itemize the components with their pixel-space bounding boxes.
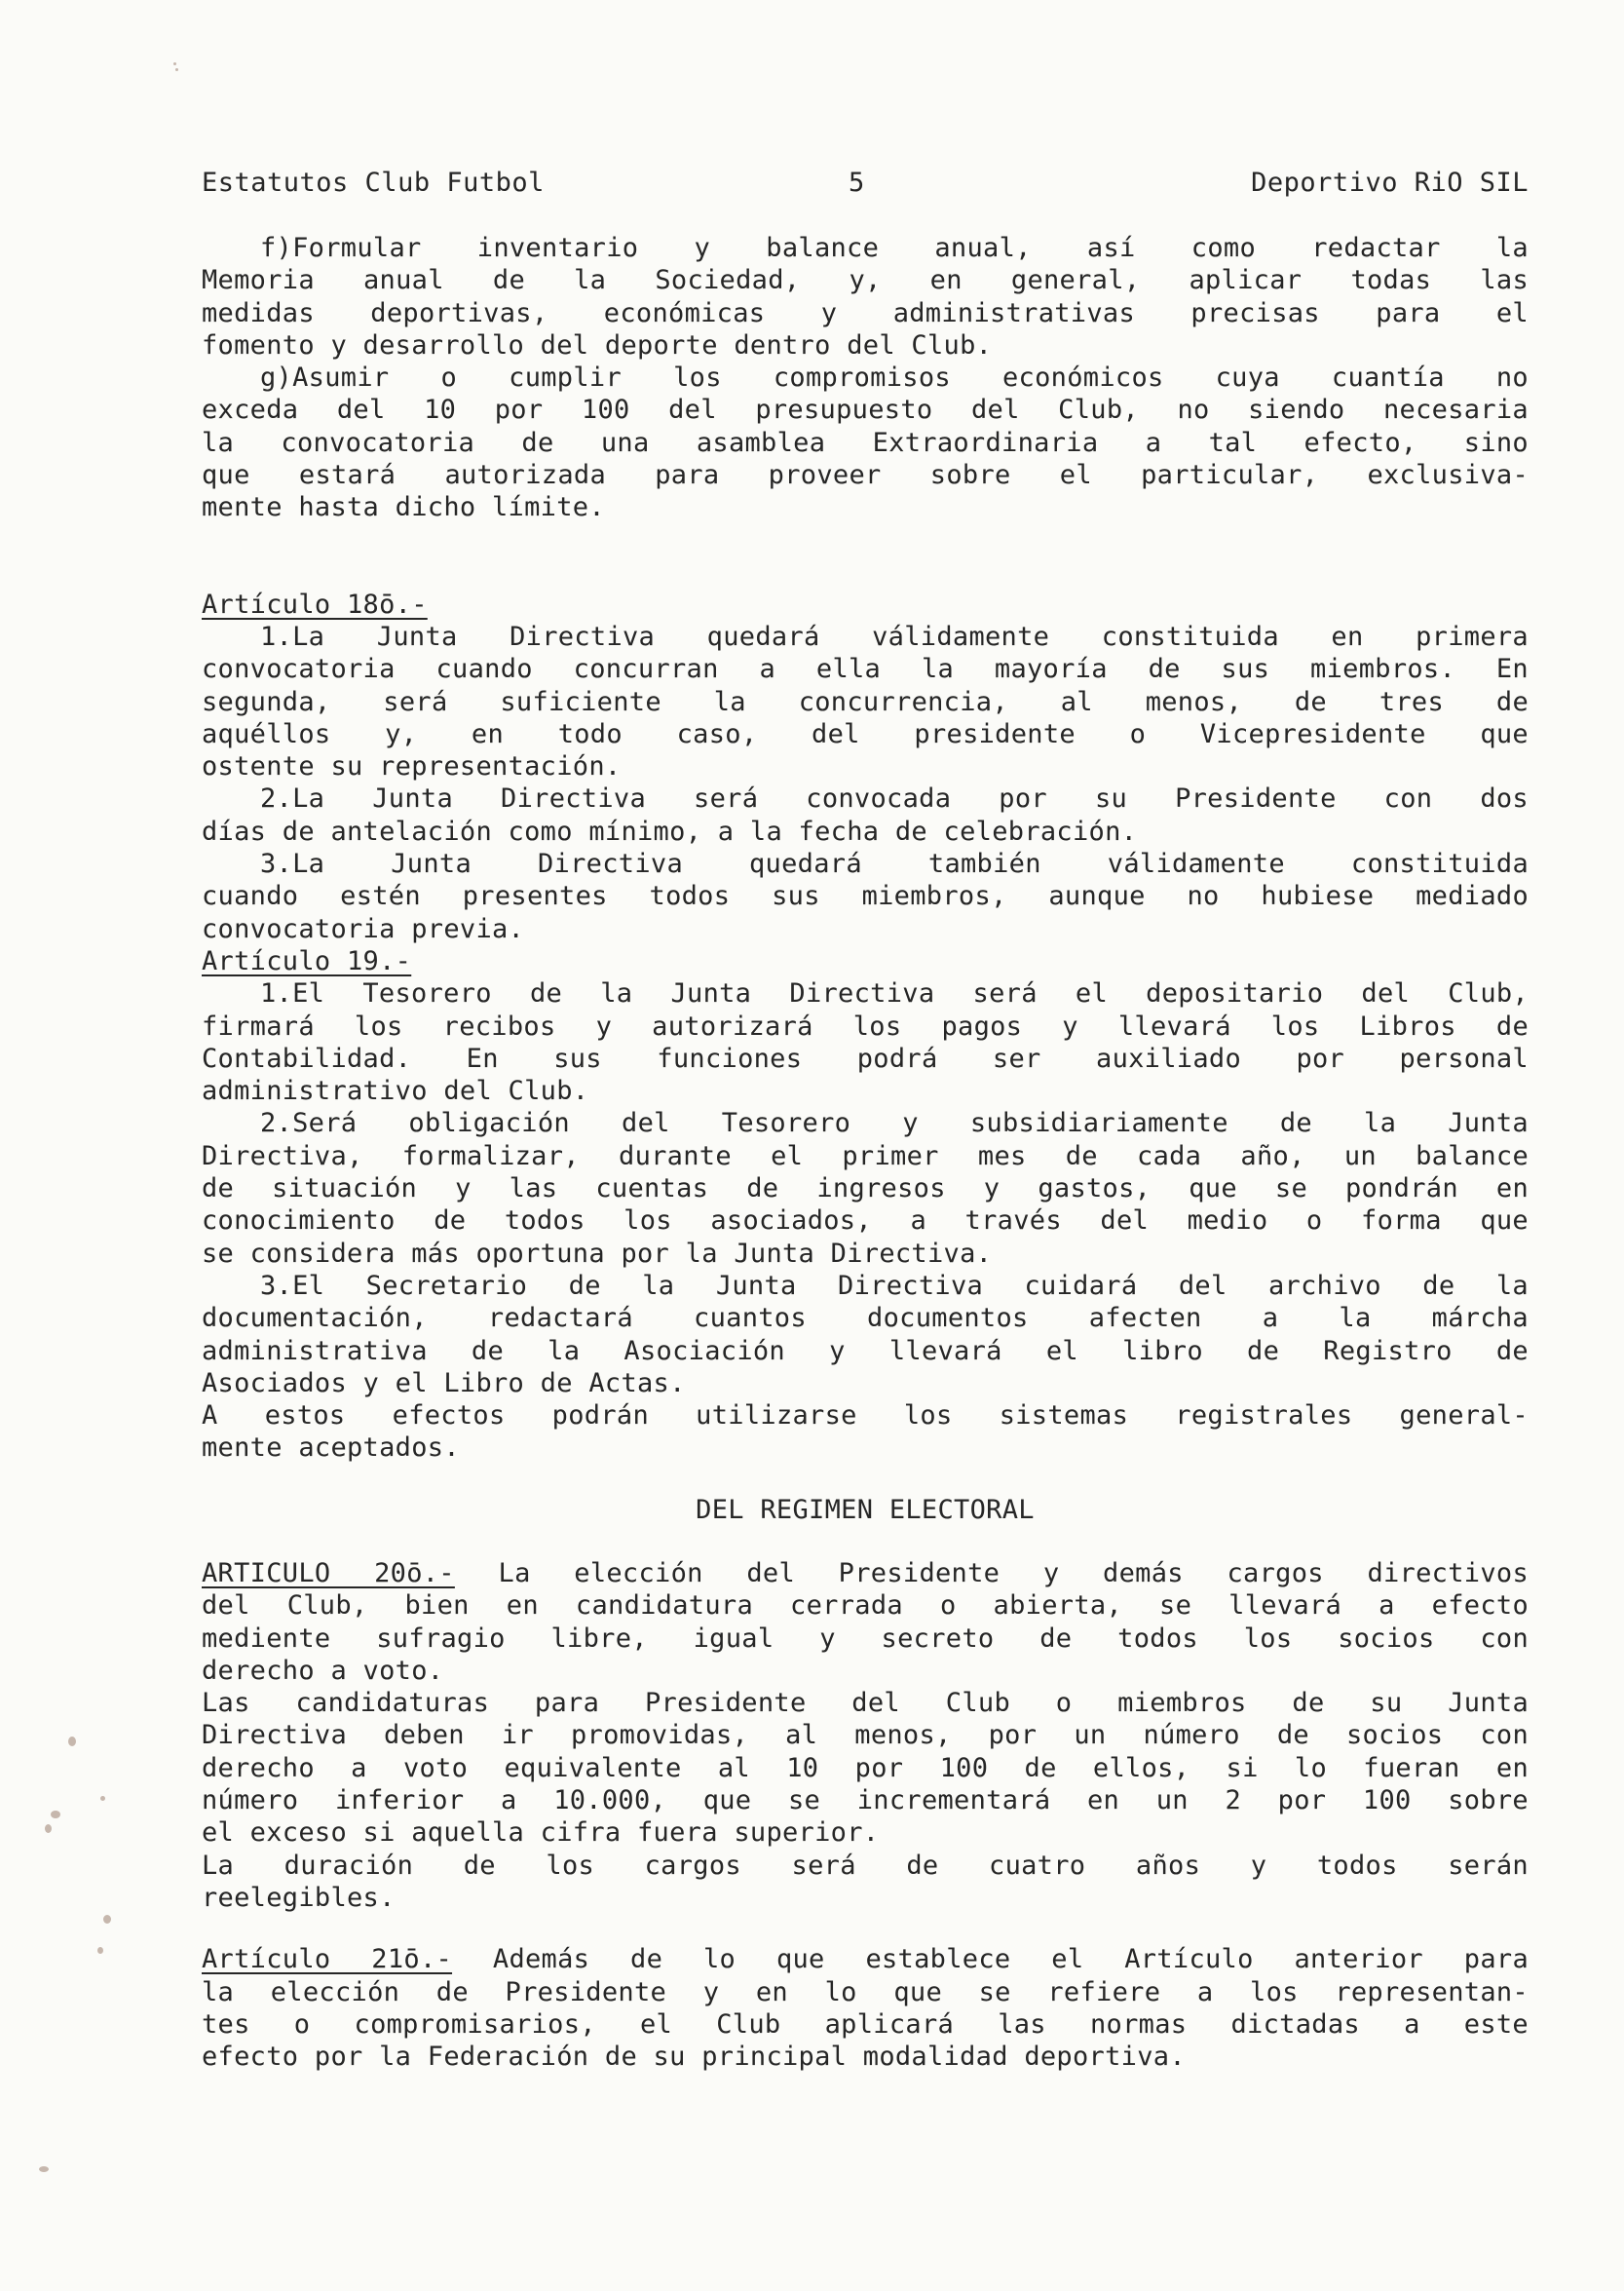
text-line: Las candidaturas para Presidente del Club o miembros de su Junta: [202, 1688, 1529, 1719]
text-line: La duración de los cargos será de cuatro años y todos serán: [202, 1850, 1529, 1881]
text-line: que estará autorizada para proveer sobre el particular, exclusiva-: [202, 460, 1529, 491]
text-line: Directiva deben ir promovidas, al menos, por un número de socios con: [202, 1720, 1529, 1751]
scan-speck: [173, 62, 176, 65]
header-title: Estatutos Club Futbol: [202, 168, 545, 198]
text-line: aquéllos y, en todo caso, del presidente o Vicepresidente que: [202, 718, 1529, 749]
text-line: número inferior a 10.000, que se incrementará en un 2 por 100 sobre: [202, 1785, 1529, 1816]
text-line: exceda del 10 por 100 del presupuesto del Club, no siendo necesaria: [202, 395, 1529, 426]
text-line: se considera más oportuna por la Junta Directiva.: [202, 1238, 993, 1269]
text-line: convocatoria previa.: [202, 913, 525, 944]
text-line: ostente su representación.: [202, 751, 622, 783]
article-heading: Artículo 18ō.-: [202, 589, 428, 620]
text-line: derecho a voto.: [202, 1655, 444, 1686]
paragraph-g: [202, 362, 1529, 523]
scan-speck: [39, 2166, 49, 2172]
text-line: ARTICULO 20ō.- La elección del Presidente y demás cargos directivos: [202, 1557, 1530, 1588]
text-line: 2.La Junta Directiva será convocada por su Presidente con dos: [260, 783, 1529, 815]
text-line: la convocatoria de una asamblea Extraordinaria a tal efecto, sino: [202, 427, 1529, 458]
text-line: Artículo 21ō.- Además de lo que establece el Artículo anterior para: [202, 1944, 1529, 1975]
text-line: mente hasta dicho límite.: [202, 492, 605, 523]
text-line: reelegibles.: [202, 1882, 396, 1913]
article-21: [202, 1943, 1529, 2073]
text-line: convocatoria cuando concurran a ella la mayoría de sus miembros. En: [202, 654, 1529, 685]
scan-speck: [51, 1811, 60, 1818]
text-line: del Club, bien en candidatura cerrada o abierta, se llevará a efecto: [202, 1590, 1529, 1622]
article-heading: Artículo 21ō.-: [202, 1944, 453, 1975]
text-line: la elección de Presidente y en lo que se refiere a los representan-: [202, 1976, 1529, 2007]
text-line: días de antelación como mínimo, a la fecha de celebración.: [202, 816, 1138, 847]
text-line: f)Formular inventario y balance anual, así como redactar la: [260, 233, 1529, 263]
document-body: [202, 232, 1529, 2073]
text-line: conocimiento de todos los asociados, a través del medio o forma que: [202, 1205, 1529, 1237]
text-line: tes o compromisarios, el Club aplicará las normas dictadas a este: [202, 2008, 1529, 2040]
text-line: Contabilidad. En sus funciones podrá ser auxiliado por personal: [202, 1043, 1529, 1074]
text-line: mente aceptados.: [202, 1432, 460, 1464]
scan-speck: [97, 1947, 103, 1954]
text-line: Memoria anual de la Sociedad, y, en general, aplicar todas las: [202, 265, 1529, 296]
text-line: Directiva, formalizar, durante el primer mes de cada año, un balance: [202, 1140, 1529, 1171]
text-line: firmará los recibos y autorizará los pagos y llevará los Libros de: [202, 1011, 1529, 1042]
paragraph-f: [202, 232, 1529, 362]
section-title: DEL REGIMEN ELECTORAL: [696, 1494, 1035, 1525]
text-line: g)Asumir o cumplir los compromisos económicos cuya cuantía no: [260, 363, 1529, 394]
article-18: [202, 589, 1529, 945]
text-line: A estos efectos podrán utilizarse los sistemas registrales general-: [202, 1400, 1529, 1432]
page-header: [202, 164, 1529, 207]
text-line: administrativo del Club.: [202, 1076, 589, 1107]
text-line: segunda, será suficiente la concurrencia, al menos, de tres de: [202, 686, 1529, 717]
article-19: [202, 945, 1529, 1465]
article-20: [202, 1557, 1529, 1914]
scan-speck: [100, 1796, 105, 1801]
header-club-name: Deportivo RiO SIL: [1251, 168, 1529, 198]
text-line: 3.La Junta Directiva quedará también válidamente constituida: [260, 849, 1529, 880]
text-line: fomento y desarrollo del deporte dentro del Club.: [202, 329, 993, 361]
scan-speck: [45, 1824, 52, 1833]
document-page: [202, 164, 1529, 2073]
text-line: cuando estén presentes todos sus miembros, aunque no hubiese mediado: [202, 881, 1529, 912]
text-line: 3.El Secretario de la Junta Directiva cuidará del archivo de la: [260, 1270, 1529, 1301]
text-line: administrativa de la Asociación y llevará el libro de Registro de: [202, 1335, 1529, 1366]
text-line: documentación, redactará cuantos documentos afecten a la márcha: [202, 1303, 1529, 1334]
scan-speck: [68, 1737, 76, 1746]
text-line: el exceso si aquella cifra fuera superior.: [202, 1817, 880, 1849]
text-line: medidas deportivas, económicas y administrativas precisas para el: [202, 297, 1529, 328]
text-line: 1.El Tesorero de la Junta Directiva será el depositario del Club,: [260, 978, 1529, 1010]
text-line: mediente sufragio libre, igual y secreto de todos los socios con: [202, 1623, 1529, 1654]
text-line: derecho a voto equivalente al 10 por 100 de ellos, si lo fueran en: [202, 1752, 1529, 1783]
text-line: 1.La Junta Directiva quedará válidamente constituida en primera: [260, 621, 1529, 652]
text-line: Asociados y el Libro de Actas.: [202, 1367, 686, 1398]
scan-speck: [175, 68, 178, 71]
text-line: de situación y las cuentas de ingresos y gastos, que se pondrán en: [202, 1173, 1529, 1204]
article-heading: ARTICULO 20ō.-: [202, 1557, 455, 1588]
text-line: efecto por la Federación de su principal modalidad deportiva.: [202, 2042, 1186, 2073]
text-line: 2.Será obligación del Tesorero y subsidiariamente de la Junta: [260, 1108, 1529, 1139]
article-heading: Artículo 19.-: [202, 945, 412, 976]
scan-speck: [103, 1915, 111, 1924]
page-number: 5: [849, 168, 865, 198]
